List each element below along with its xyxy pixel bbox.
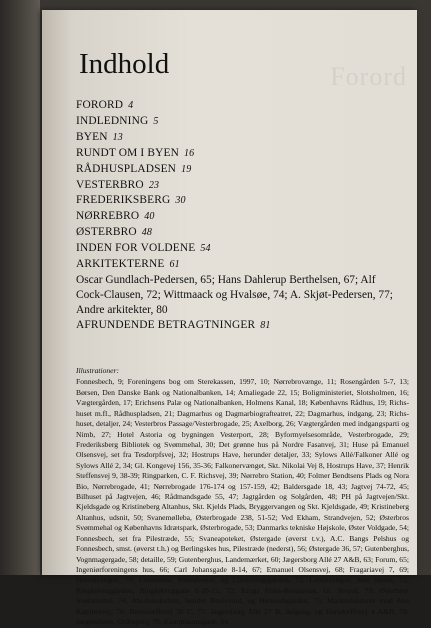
table-of-contents (76, 98, 406, 334)
toc-item: FREDERIKSBERG 30 (76, 194, 186, 207)
illustrations-label: Illustrationer: (76, 366, 120, 375)
toc-item: BYEN 13 (76, 130, 123, 143)
illustrations-list (76, 366, 409, 628)
toc-item: INDLEDNING 5 (76, 114, 159, 127)
page-title: Indhold (79, 48, 170, 80)
toc-item: FORORD 4 (76, 99, 134, 111)
toc-item: INDEN FOR VOLDENE 54 (76, 242, 211, 255)
toc-item: ARKITEKTERNE 61 (76, 258, 180, 271)
toc-item: RUNDT OM I BYEN 16 (76, 146, 195, 159)
book-page (42, 10, 417, 627)
show-through-text: Forord (330, 62, 407, 91)
toc-item: ØSTERBRO 48 (76, 226, 153, 239)
toc-item: AFRUNDENDE BETRAGTNINGER 81 (76, 318, 271, 331)
toc-item: NØRREBRO 40 (76, 210, 155, 223)
toc-item: VESTERBRO 23 (76, 178, 160, 191)
architect-list: Oscar Gundlach-Pedersen, 65; Hans Dahlerup Berthelsen, 67; Alf Cock-Clausen, 72; Wittmaack og Hvalsøe, 74; A. Skjøt-Pedersen, 77; Andre arkitekter, 80 (76, 273, 393, 316)
illustrations-text: Fonnesbech, 9; Foreningens bog om Sterekassen, 1997, 10; Nørrebrovænge, 11; Rosengården 5-7, 13; Børsen, Den Danske Bank og Nationalbanken, 14; Amaliegade 22, 15; Boligministeriet, Slotsholmen, 16; Vægtergården, 17; Erichsens Palæ og Nationalbanken, Holmens Kanal, 18; Københavns Rådhus, 19; Richs-huset m.fl., Rådhuspladsen, 21; Dagmarhus og Dagmarbiografteatret, 22; Dagmarhus, indgang, 23; Richs-huset, detaljer, 24; Vesterbros Passage/Vesterbrogade, 25; Axelborg, 26; Vægtergården med indgangsparti og Nimb, 27; Hotel Astoria og bygningen Vesterport, 28; Byformyelsesområde, Vesterbrogade, 29; Frederiksberg Bibliotek og Svømmehal, 30; Det grønne hus på Nordre Fasanvej, 31; Huse på Emanuel Olsensvej, set fra Tesdorpfsvej, 32; Hostrups Have, herunder detaljer, 33; Sylows Allé/Falkoner Allé og Sylows Allé 2, 34; Gl. Kongevej 156, 35-36; Falkonervænget, Skt. Nikolai Vej 8, Hostrups Have, 37; Henrik Steffensvej 9, 38-39; Ringparken, C. F. Richsvej, 39; Nørrebro Station, 40; Folmer Bendtsens Plads og Nora Bio, Nørrebrogade, 41; Nørrebrogade 176-174 og 157-159, 42; Baldersgade 18, 43; Jagtvej 74-72, 45; Bilhuset på Jagtvejen, 46; Rådmandsgade 55, 47; Jagtgården og Solgården, 48; PH på Jagtvejen/Skt. Kjeldsgade og Kristineberg Altanhus, Skt. Kjelds Plads, Bryggervangen og Skt. Kjeldsgade, 49; Kristineberg Altanhus, udsnit, 50; Svanemølleba, Østerbrogade 238, 51-52; Ved Ekham, Strandvejen, 52; Østerbros Svømmehal og Københavns Idrætspark, Østerbrogade, 53; Danmarks tekniske Højskole, Øster Voldgade, 54; Fonnesbech, set fra Pilestræde, 55; Svaneapoteket, Østergade (øverst t.v.), A.C. Bangs Pelshus og Fonnesbech, smst. (øverst t.h.) og Berlingskes hus, Pilestræde (nederst), 56; Østergade 36, 57; Gutenberghus, Vognmagergade, 58; detaille, 59; Gutenberghus, Landemærket, 60; Jægersborg Allé 27 A&B, 63; Forum, 65; Ingeniørforeningens hus, 66; Carl Johansgade 8-14, 67; Emanuel Olsensvej, 68; Fragariavej 7, 69; Hessalvangen, 70; Constantia, Strandvejen, og Lindevangsgården, 71; Landevangen, med udsnit, 71; Ringkøbinggården, Ringkøbinggade 8-10-12, 72; Krogs Fiske-Restaurant, Gl. Strand, 73; Østerbros Svømmehal, 74; Absalonskirken, Sønder Boulevard, og Hermodsgården, 75; Mariendalshave mod Ane Katrinesvej, 76; Bernstorffsvej 30 C, 77; Jægersborg Allé 27 B, indgang, og Harsdorffsvej 4 A&B, 78; Jørgenshave, Ordrupvej, 79; Kampmannsgade, 84. (76, 377, 409, 627)
toc-item: RÅDHUSPLADSEN 19 (76, 162, 192, 175)
